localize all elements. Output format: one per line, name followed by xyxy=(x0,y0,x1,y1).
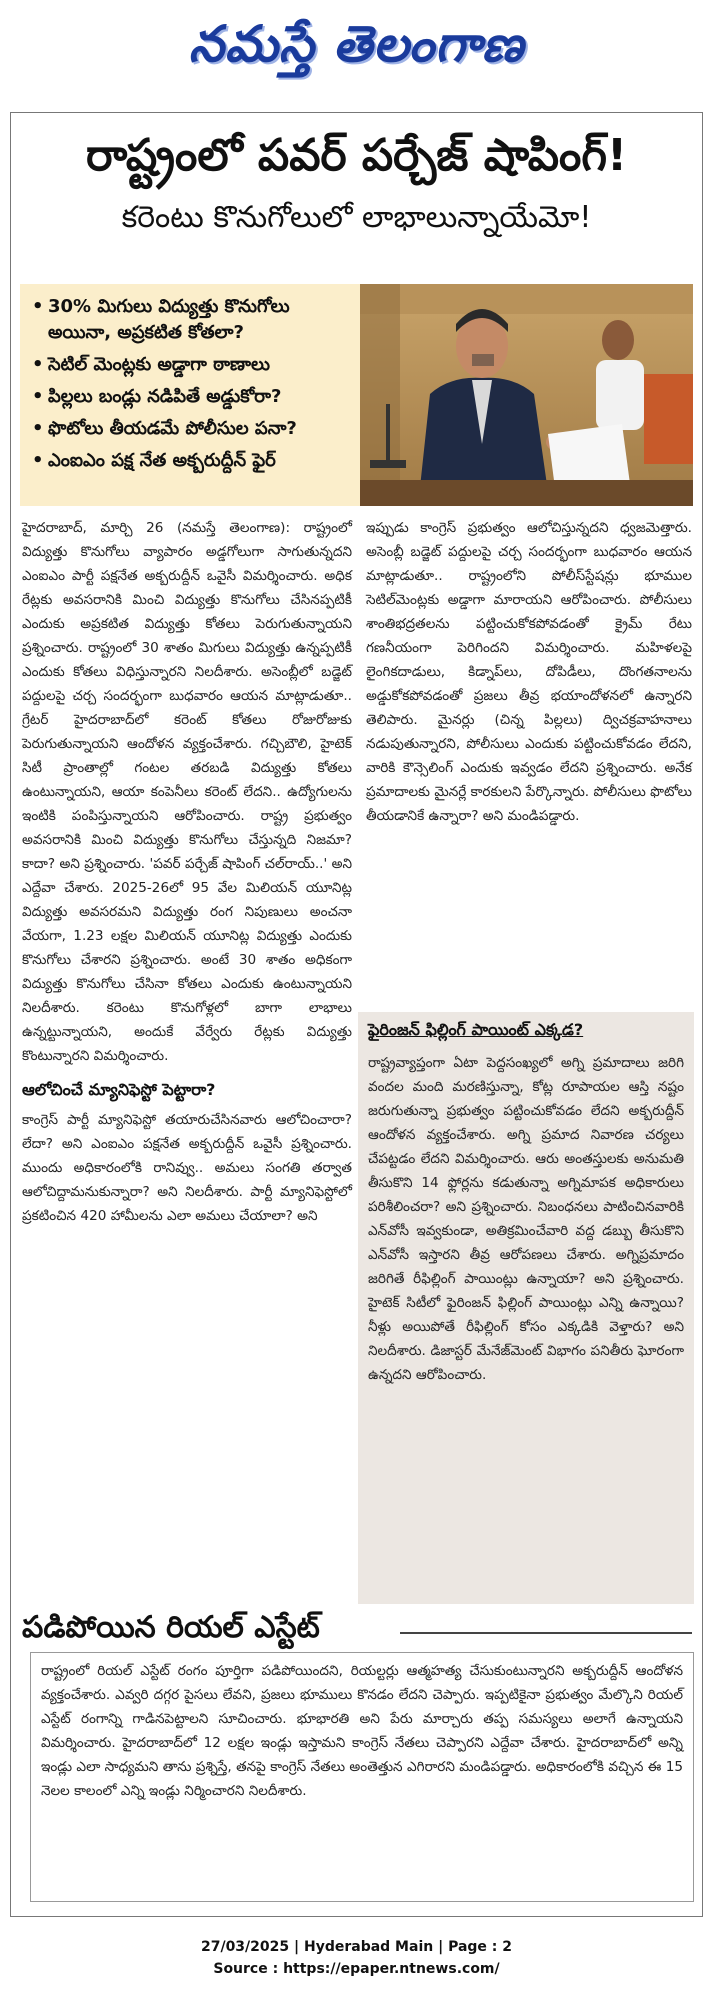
bullet-icon: • xyxy=(32,418,44,439)
source-link[interactable]: Source : https://epaper.ntnews.com/ xyxy=(213,1961,500,1977)
bullet-icon: • xyxy=(32,450,44,471)
subheading: ఆలోచించే మ్యానిఫెస్టో పెట్టారా? xyxy=(22,1080,216,1099)
highlight-item xyxy=(32,352,352,378)
article-column-2 xyxy=(366,516,692,828)
masthead-logo: నమస్తే తెలంగాణ xyxy=(188,14,525,73)
masthead xyxy=(0,0,713,88)
highlight-text: ఎంఐఎం పక్ష నేత అక్బరుద్దీన్ ఫైర్ xyxy=(48,450,276,471)
highlight-text: ఫొటోలు తీయడమే పోలీసుల పనా? xyxy=(48,418,297,439)
highlight-item xyxy=(32,416,352,442)
bullet-icon: • xyxy=(32,296,44,317)
real-estate-heading: పడిపోయిన రియల్ ఎస్టేట్ xyxy=(22,1610,320,1645)
speaker-photo xyxy=(360,284,693,506)
paragraph: రాష్ట్రవ్యాప్తంగా ఏటా పెద్దసంఖ్యలో అగ్ని ప్రమాదాలు జరిగి వందల మంది మరణిస్తున్నా, కోట్ల రూపాయల ఆస్తి నష్టం జరుగుతున్నా ప్రభుత్వం పట్టించుకోవడం లేదని అక్బరుద్దీన్ ఆందోళన వ్యక్తంచేశారు. అగ్ని ప్రమాద నివారణ చర్యలు చేపట్టడం లేదని విమర్శించారు. ఆరు అంతస్తులకు అనుమతి తీసుకొని 14 ఫ్లోర్లను కడుతున్నా అగ్నిమాపక అధికారులు పరిశీలించరా? అని ప్రశ్నించారు. నిబంధనలు పాటించినవారికి ఎన్‌వోసీ ఇవ్వకుండా, అతిక్రమించేవారి వద్ద డబ్బు తీసుకొని ఎన్‌వోసీ ఇస్తారని తీవ్ర ఆరోపణలు చేశారు. అగ్నిప్రమాదం జరిగితే రీఫిల్లింగ్ పాయింట్లు ఉన్నాయా? అని ప్రశ్నించారు. హైటెక్ సిటీలో ఫైరింజన్ ఫిల్లింగ్ పాయింట్లు ఎన్ని ఉన్నాయి? నీళ్లు అయిపోతే రీఫిల్లింగ్ కోసం ఎక్కడికి వెళ్తారు? అని నిలదీశారు. డిజాస్టర్ మేనేజ్‌మెంట్ విభాగం పనితీరు ఘోరంగా ఉన్నదని ఆరోపించారు. xyxy=(368,1055,684,1383)
subheading: ఫైరింజన్ ఫిల్లింగ్ పాయింట్ ఎక్కడ? xyxy=(368,1020,584,1039)
photo-illustration xyxy=(360,284,693,506)
highlight-text: సెటిల్ మెంట్లకు అడ్డాగా ఠాణాలు xyxy=(48,354,270,375)
bullet-icon: • xyxy=(32,386,44,407)
highlight-item xyxy=(32,448,352,474)
dateline: 27/03/2025 | Hyderabad Main | Page : 2 xyxy=(200,1939,513,1955)
highlight-text: పిల్లలు బండ్లు నడిపితే అడ్డుకోరా? xyxy=(48,386,282,407)
paragraph: రాష్ట్రంలో రియల్ ఎస్టేట్ రంగం పూర్తిగా పడిపోయిందని, రియల్టర్లు ఆత్మహత్య చేసుకుంటున్నారని అక్బరుద్దీన్ ఆందోళన వ్యక్తంచేశారు. ఎవ్వరి దగ్గర పైసలు లేవని, ప్రజలు భూములు కొనడం లేదని చెప్పారు. ఇప్పటికైనా ప్రభుత్వం మేల్కొని రియల్ ఎస్టేట్ రంగాన్ని గాడినపెట్టాలని సూచించారు. భూభారతి అని పేరు మార్చారు తప్ప సమస్యలు అలాగే ఉన్నాయని విమర్శించారు. హైదరాబాద్‌లో 12 లక్షల ఇండ్లు ఇస్తామని కాంగ్రెస్ నేతలు చెప్పారని ఎద్దేవా చేశారు. హైదరాబాద్‌లో అన్ని ఇండ్లు ఎలా సాధ్యమని తాను ప్రశ్నిస్తే, తనపై కాంగ్రెస్ నేతలు అంతెత్తున ఎగిరారని మండిపడ్డారు. అధికారంలోకి వచ్చిన ఈ 15 నెలల కాలంలో ఎన్ని ఇండ్లు నిర్మించారని నిలదీశారు. xyxy=(41,1663,683,1799)
subheadline: కరెంటు కొనుగోలులో లాభాలున్నాయేమో! xyxy=(121,200,592,235)
divider xyxy=(400,1632,692,1634)
headline: రాష్ట్రంలో పవర్ పర్చేజ్ షాపింగ్! xyxy=(85,130,628,181)
highlight-text: 30% మిగులు విద్యుత్తు కొనుగోలు అయినా, అప్రకటిత కోతలా? xyxy=(48,296,290,343)
article-column-1 xyxy=(22,516,352,1228)
paragraph: హైదరాబాద్, మార్చి 26 (నమస్తే తెలంగాణ): రాష్ట్రంలో విద్యుత్తు కొనుగోలు వ్యాపారం అడ్డగోలుగా సాగుతున్నదని ఎంఐఎం పార్టీ పక్షనేత అక్బరుద్దీన్ ఒవైసీ విమర్శించారు. అధిక రేట్లకు అవసరానికి మించి విద్యుత్తు కొనుగోలు చేసినప్పటికీ ఎందుకు అప్రకటిత విద్యుత్తు కోతలు పెరుగుతున్నాయని ప్రశ్నించారు. రాష్ట్రంలో 30 శాతం మిగులు విద్యుత్తు ఉన్నప్పటికీ ఎందుకు కోతలు విధిస్తున్నారని నిలదీశారు. అసెంబ్లీలో బడ్జెట్ పద్దులపై చర్చ సందర్భంగా బుధవారం ఆయన మాట్లాడుతూ.. గ్రేటర్ హైదరాబాద్‌లో కరెంట్ కోతలు రోజురోజుకు పెరుగుతున్నాయని ఆందోళన వ్యక్తంచేశారు. గచ్చిబౌలి, హైటెక్ సిటీ ప్రాంతాల్లో గంటల తరబడి విద్యుత్తు కోతలు ఉంటున్నాయని, ఆయా కంపెనీలు కరెంట్ లేదని.. ఉద్యోగులను ఇంటికి పంపిస్తున్నాయని ఆరోపించారు. రాష్ట్ర ప్రభుత్వం అవసరానికి మించి విద్యుత్తు కొనుగోలు చేస్తున్నది నిజమా? కాదా? అని ప్రశ్నించారు. 'పవర్ పర్చేజ్ షాపింగ్ చల్‌రాయ్..' అని ఎద్దేవా చేశారు. 2025-26లో 95 వేల మిలియన్ యూనిట్ల విద్యుత్తు అవసరమని విద్యుత్తు రంగ నిపుణులు అంచనా వేయగా, 1.23 లక్షల మిలియన్ యూనిట్ల విద్యుత్తు ఎందుకు కొనుగోలు చేశారని ప్రశ్నించారు. అంటే 30 శాతం అధికంగా విద్యుత్తు కొనుగోలు చేసినా కోతలు ఎందుకు ఉంటున్నాయని నిలదీశారు. కరెంటు కొనుగోళ్లలో బాగా లాభాలు ఉన్నట్టున్నాయని, అందుకే వేర్వేరు రేట్లకు విద్యుత్తు కొంటున్నారని విమర్శించారు. xyxy=(22,520,352,1064)
highlight-item xyxy=(32,294,352,346)
bullet-icon: • xyxy=(32,354,44,375)
paragraph: ఇప్పుడు కాంగ్రెస్ ప్రభుత్వం ఆలోచిస్తున్నదని ధ్వజమెత్తారు. అసెంబ్లీ బడ్జెట్ పద్దులపై చర్చ సందర్భంగా బుధవారం ఆయన మాట్లాడుతూ.. రాష్ట్రంలోని పోలీస్‌స్టేషన్లు భూముల సెటిల్‌మెంట్లకు అడ్డాగా మారాయని ఆరోపించారు. పోలీసులు శాంతిభద్రతలను పట్టించుకోకపోవడంతో క్రైమ్ రేటు గణనీయంగా పెరిగిందని విమర్శించారు. మహిళలపై లైంగికదాడులు, కిడ్నాప్‌లు, దోపిడీలు, దొంగతనాలను అడ్డుకోకపోవడంతో ప్రజలు తీవ్ర భయాందోళనలో ఉన్నారని తెలిపారు. మైనర్లు (చిన్న పిల్లలు) ద్విచక్రవాహనాలు నడుపుతున్నారని, పోలీసులు ఎందుకు పట్టించుకోవడం లేదని, వారికి కౌన్సెలింగ్ ఎందుకు ఇవ్వడం లేదని ప్రశ్నించారు. అనేక ప్రమాదాలకు మైనర్లే కారకులని పేర్కొన్నారు. పోలీసులు ఫొటోలు తీయడానికే ఉన్నారా? అని మండిపడ్డారు. xyxy=(366,520,692,824)
fire-engine-box xyxy=(358,1012,694,1604)
paragraph: కాంగ్రెస్ పార్టీ మ్యానిఫెస్టో తయారుచేసినవారు ఆలోచించారా? లేదా? అని ఎంఐఎం పక్షనేత అక్బరుద్దీన్ ఒవైసీ ప్రశ్నించారు. ముందు అధికారంలోకి రానివ్వు.. అమలు సంగతి తర్వాత ఆలోచిద్దామనుకున్నారా? అని నిలదీశారు. పార్టీ మ్యానిఫెస్టోలో ప్రకటించిన 420 హామీలను ఎలా అమలు చేయాలా? అని xyxy=(22,1112,352,1224)
highlight-item xyxy=(32,384,352,410)
highlights-box xyxy=(20,284,360,506)
real-estate-box xyxy=(30,1652,694,1902)
footer xyxy=(0,1936,713,1980)
